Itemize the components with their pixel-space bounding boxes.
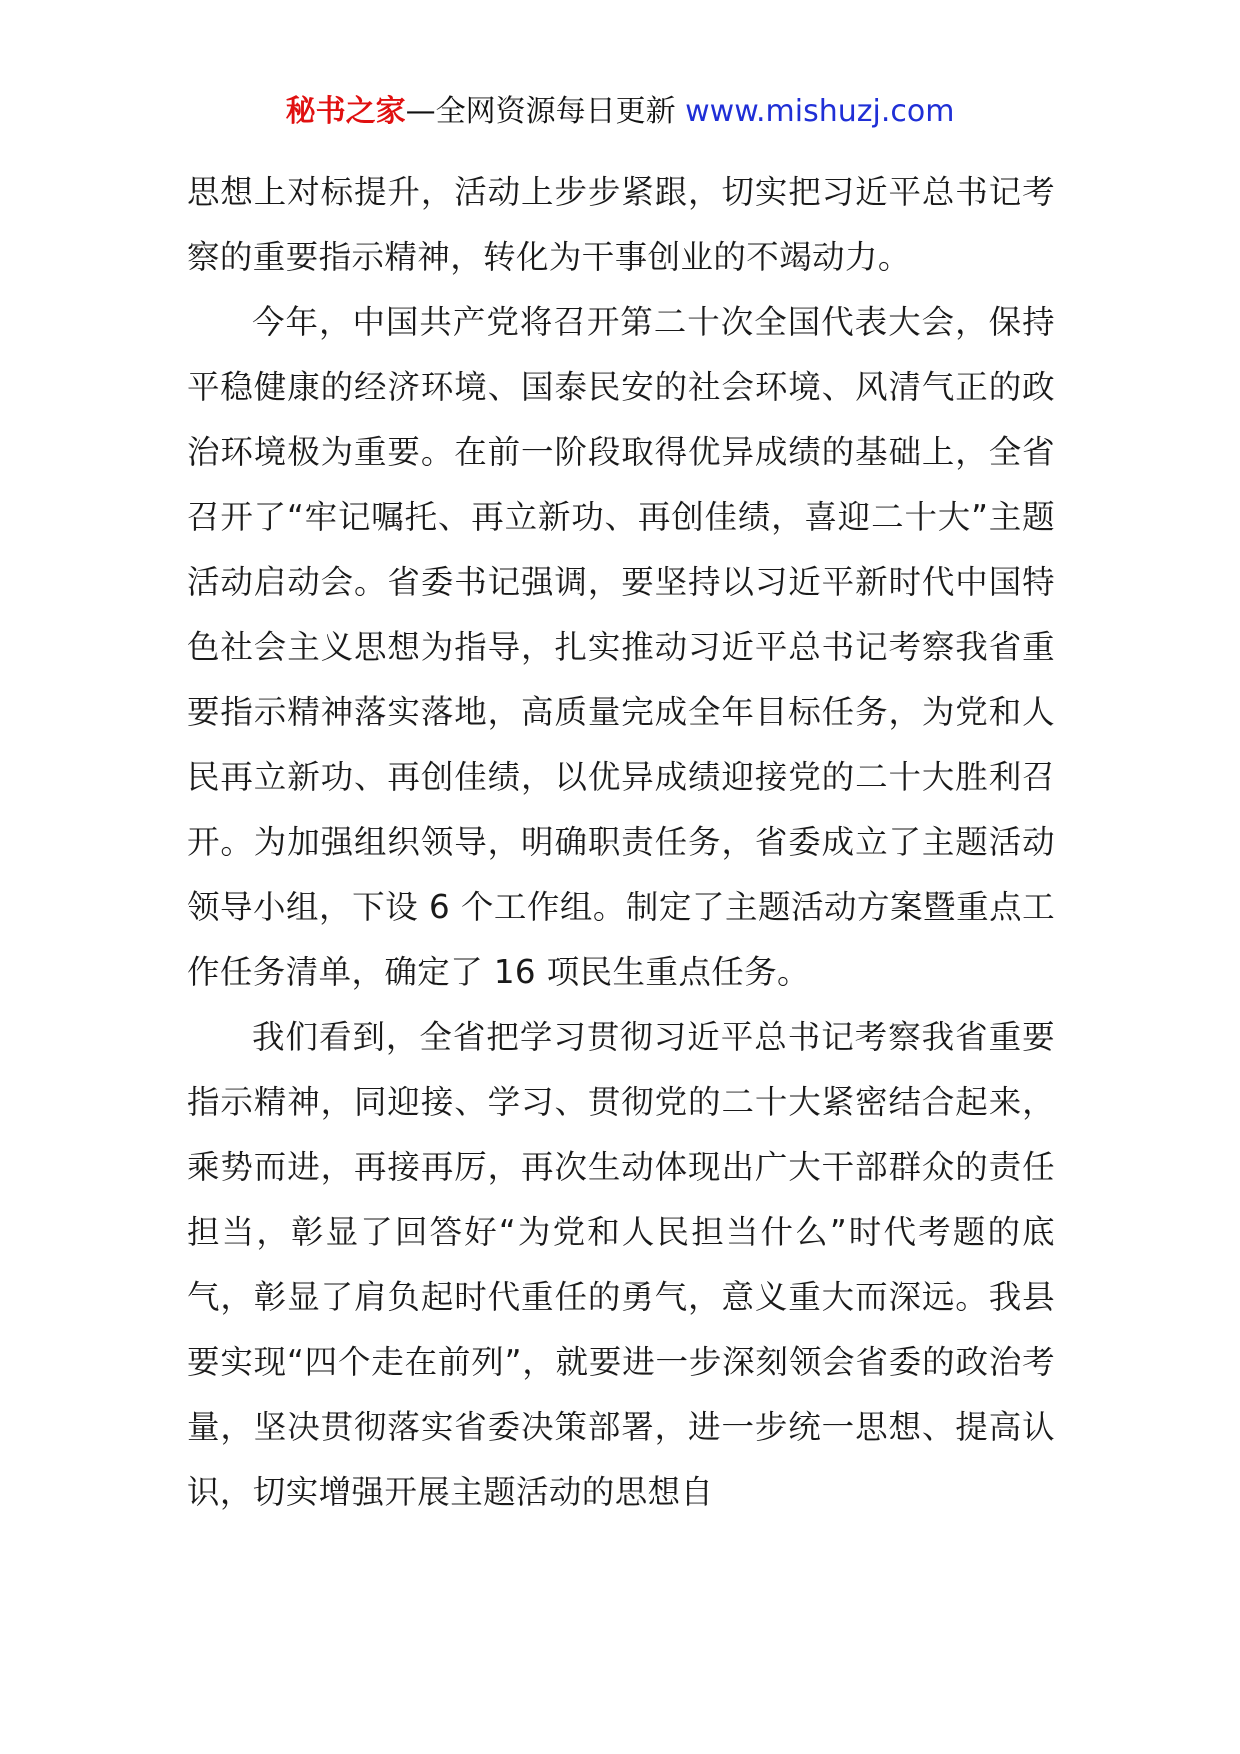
document-body — [187, 160, 1055, 1525]
paragraph-1: 思想上对标提升，活动上步步紧跟，切实把习近平总书记考察的重要指示精神，转化为干事创业的不竭动力。 — [187, 173, 1055, 276]
paragraph-3: 我们看到，全省把学习贯彻习近平总书记考察我省重要指示精神，同迎接、学习、贯彻党的二十大紧密结合起来，乘势而进，再接再厉，再次生动体现出广大干部群众的责任担当，彰显了回答好“为党和人民担当什么”时代考题的底气，彰显了肩负起时代重任的勇气，意义重大而深远。我县要实现“四个走在前列”，就要进一步深刻领会省委的政治考量，坚决贯彻落实省委决策部署，进一步统一思想、提高认识，切实增强开展主题活动的思想自 — [187, 1018, 1055, 1511]
brand-name: 秘书之家 — [285, 94, 406, 129]
page-header — [0, 94, 1240, 130]
site-url-link[interactable]: www.mishuzj.com — [685, 94, 955, 129]
paragraph-2: 今年，中国共产党将召开第二十次全国代表大会，保持平稳健康的经济环境、国泰民安的社会环境、风清气正的政治环境极为重要。在前一阶段取得优异成绩的基础上，全省召开了“牢记嘱托、再立新功、再创佳绩，喜迎二十大”主题活动启动会。省委书记强调，要坚持以习近平新时代中国特色社会主义思想为指导，扎实推动习近平总书记考察我省重要指示精神落实落地，高质量完成全年目标任务，为党和人民再立新功、再创佳绩，以优异成绩迎接党的二十大胜利召开。为加强组织领导，明确职责任务，省委成立了主题活动领导小组，下设 6 个工作组。制定了主题活动方案暨重点工作任务清单，确定了 16 项民生重点任务。 — [187, 303, 1055, 991]
header-tagline: —全网资源每日更新 — [405, 94, 686, 129]
